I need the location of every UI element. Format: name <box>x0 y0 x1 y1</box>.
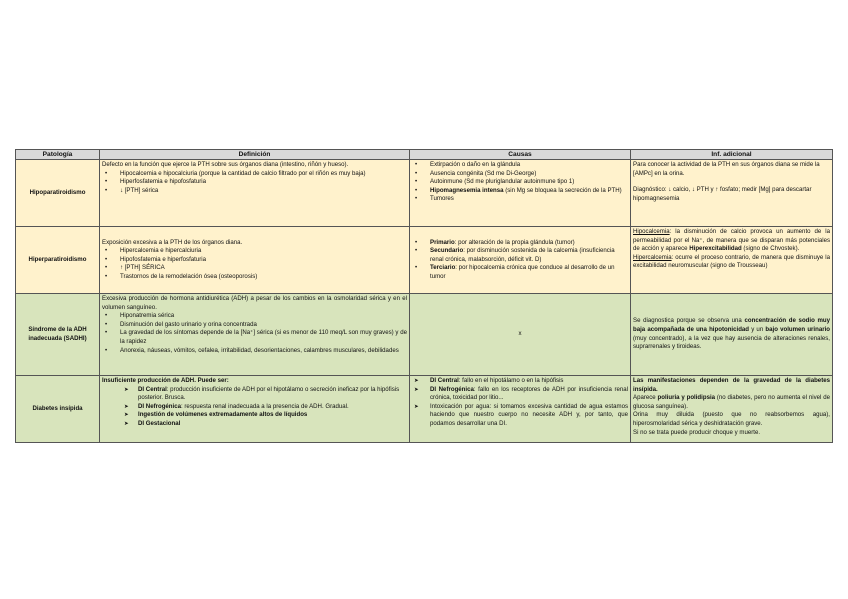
list-item <box>102 403 407 412</box>
causes-cell <box>410 376 631 443</box>
list-item <box>412 239 628 248</box>
info-title: Las manifestaciones dependen de la gravedad de la diabetes insípida. <box>633 377 830 393</box>
list-item: • Hiperfosfatemia e hipofosfaturia <box>102 178 407 187</box>
info-text <box>633 317 830 351</box>
bold-text: poliuria y polidipsia <box>657 394 716 402</box>
table-row <box>16 227 833 294</box>
header-causas: Causas <box>410 150 631 160</box>
table-row <box>16 160 833 227</box>
cause-text: : fallo en los receptores de ADH por insuficiencia renal crónica, toxicidad por litio... <box>430 385 628 402</box>
pathology-name: Hiperparatiroidismo <box>16 227 100 294</box>
definition-intro: Insuficiente producción de ADH. Puede ser: <box>102 377 229 384</box>
header-row <box>16 150 833 160</box>
info-text <box>633 254 830 271</box>
info-label: Hipocalcemia <box>633 228 670 235</box>
list-item: • La gravedad de los síntomas depende de la [Na⁺] sérica (si es menor de 110 meq/L son muy graves) y de la rapidez <box>102 329 407 346</box>
list-item <box>102 420 407 429</box>
list-item <box>412 247 628 264</box>
cause-label: Primario <box>430 238 455 246</box>
info-cell <box>631 160 833 227</box>
cause-label: DI Central <box>430 377 459 384</box>
causes-cell <box>410 227 631 294</box>
definition-list <box>102 312 407 355</box>
list-item <box>412 386 628 403</box>
list-item <box>412 264 628 281</box>
cause-text: : por disminución sostenida de la calcemia (insuficiencia renal crónica, malabsorción, déficit vit. D) <box>430 247 615 263</box>
pathology-name: Hipoparatiroidismo <box>16 160 100 227</box>
cause-text: : por hipocalcemia crónica que conduce al desarrollo de un tumor <box>430 264 615 280</box>
item-text: : producción insuficiente de ADH por el hipotálamo o secreción ineficaz por la hipófisis posterior. Brusca. <box>138 385 400 402</box>
bold-text: Hiperexcitabilidad <box>689 245 742 253</box>
pathology-table <box>15 149 833 443</box>
list-item: • Hipomagnesemia intensa (sin Mg se bloquea la secreción de la PTH) <box>412 187 628 196</box>
list-item: • Tumores <box>412 195 628 204</box>
definition-list <box>102 170 407 196</box>
causes-list <box>412 377 628 429</box>
info-fragment: (muy concentrado), a la vez que hay ausencia de alteraciones renales, suprarrenales y tiroideas. <box>633 334 830 351</box>
info-fragment: y un <box>749 325 766 333</box>
list-item: • Anorexia, náuseas, vómitos, cefalea, irritabilidad, desorientaciones, calambres musculares, debilidades <box>102 347 407 356</box>
info-label: Hipercalcemia <box>633 253 672 261</box>
cause-label: Terciario <box>430 264 456 272</box>
info-fragment: Aparece <box>633 394 658 402</box>
cause-text: Intoxicación por agua: si tomamos excesiva cantidad de agua estamos haciendo que nuestro cuerpo no necesite ADH y, por tanto, que podamos desarrollar una DI. <box>430 402 628 427</box>
causes-cell: x <box>410 294 631 376</box>
info-text: Diagnóstico: ↓ calcio, ↓ PTH y ↑ fosfato; medir [Mg] para descartar hipomagnesemia <box>633 186 812 202</box>
info-cell <box>631 294 833 376</box>
item-label: Ingestión de volúmenes extremadamente altos de líquidos <box>138 411 308 419</box>
info-text <box>633 394 830 411</box>
info-cell <box>631 227 833 294</box>
item-label: DI Central <box>138 385 167 393</box>
definition-cell <box>100 294 410 376</box>
list-item <box>102 386 407 403</box>
list-item: • Hipercalcemia e hipercalciuria <box>102 247 407 256</box>
header-definicion: Definición <box>100 150 410 160</box>
definition-cell <box>100 376 410 443</box>
list-item: • ↑ [PTH] SÉRICA <box>102 264 407 273</box>
cause-label: Secundario <box>430 247 464 255</box>
list-item: • Trastornos de la remodelación ósea (osteoporosis) <box>102 273 407 282</box>
list-item: • Hipocalcemia e hipocalciuria (porque la cantidad de calcio filtrado por el riñón es muy baja) <box>102 170 407 179</box>
list-item: • Ausencia congénita (Sd me Di-George) <box>412 170 628 179</box>
bold-text: concentración de sodio muy baja acompañada de una hipotonicidad <box>633 317 830 333</box>
list-item: • Disminución del gasto urinario y orina concentrada <box>102 321 407 330</box>
info-fragment: (no diabetes, pero no aumenta el nivel de glucosa sanguínea). <box>633 394 830 410</box>
item-label: DI Nefrogénica <box>138 402 182 410</box>
causes-list <box>412 239 628 282</box>
info-cell <box>631 376 833 443</box>
definition-cell <box>100 160 410 227</box>
cause-text: : por alteración de la propia glándula (tumor) <box>454 238 575 246</box>
list-item: • Extirpación o daño en la glándula <box>412 161 628 170</box>
definition-intro: Exposición excesiva a la PTH de los órganos diana. <box>102 238 243 246</box>
info-text <box>633 228 830 254</box>
list-item: • Hiponatremia sérica <box>102 312 407 321</box>
header-patologia: Patología <box>16 150 100 160</box>
definition-intro: Defecto en la función que ejerce la PTH sobre sus órganos diana (intestino, riñón y hueso). <box>102 161 349 168</box>
table-row <box>16 294 833 376</box>
list-item <box>412 377 628 386</box>
bold-text: Hipomagnesemia intensa <box>430 186 504 194</box>
pathology-name: Diabetes insípida <box>16 376 100 443</box>
definition-list <box>102 386 407 429</box>
causes-cell <box>410 160 631 227</box>
info-fragment: : la disminución de calcio provoca un aumento de la permeabilidad por el Na⁺, de manera que se disparan más potenciales de acción y aparece <box>633 228 830 253</box>
header-info: Inf. adicional <box>631 150 833 160</box>
info-fragment: : ocurre el proceso contrario, de manera que disminuye la excitabilidad neuromuscular (signo de Trousseau) <box>633 253 830 270</box>
info-fragment: (signo de Chvostek). <box>741 245 800 253</box>
list-item <box>102 411 407 420</box>
cause-label: DI Nefrogénica <box>430 385 474 393</box>
info-text: Para conocer la actividad de la PTH en sus órganos diana se mide la [AMPc] en la orina. <box>633 161 820 177</box>
info-text: Orina muy diluida (puesto que no reabsorbemos agua), hiperosmolaridad sérica y deshidratación grave. <box>633 411 830 427</box>
bold-text: bajo volumen urinario <box>765 325 831 333</box>
pathology-name: Síndrome de la ADH inadecuada (SADHI) <box>16 294 100 376</box>
list-item: • Autoinmune (Sd me pluriglandular autoinmune tipo 1) <box>412 178 628 187</box>
info-text: Si no se trata puede producir choque y muerte. <box>633 428 761 436</box>
list-item: • ↓ [PTH] sérica <box>102 187 407 196</box>
definition-cell <box>100 227 410 294</box>
item-text: : respuesta renal inadecuada a la presencia de ADH. Gradual. <box>181 402 349 410</box>
causes-list <box>412 161 628 204</box>
item-label: DI Gestacional <box>138 419 181 427</box>
info-fragment: Se diagnostica porque se observa una <box>633 317 745 325</box>
list-item <box>412 403 628 429</box>
definition-intro: Excesiva producción de hormona antidiurética (ADH) a pesar de los cambios en la osmolaridad sérica y en el volumen sanguíneo. <box>102 295 407 311</box>
definition-list <box>102 247 407 281</box>
table-row <box>16 376 833 443</box>
cause-text: : fallo en el hipotálamo o en la hipófisis <box>458 377 564 384</box>
list-item: • Hipofosfatemia e hiperfosfaturia <box>102 256 407 265</box>
